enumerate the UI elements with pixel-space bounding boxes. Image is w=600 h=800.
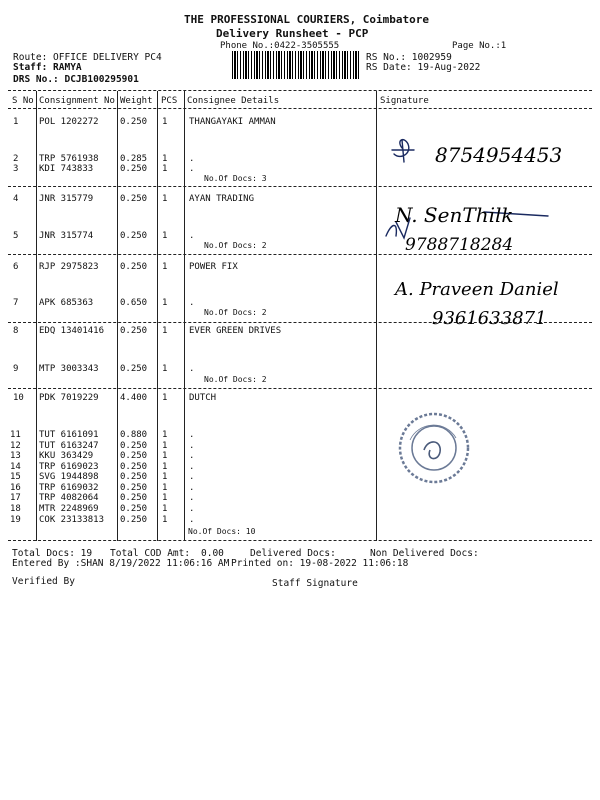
row-weight: 0.880 [120, 430, 148, 440]
bullet: . [189, 451, 195, 461]
col-weight: Weight [120, 96, 153, 106]
consignee-name: DUTCH [189, 393, 217, 403]
bullet: . [189, 154, 195, 164]
total-cod-value: 0.00 [201, 548, 224, 559]
row-sno: 12 [10, 441, 21, 451]
docs-count: No.Of Docs: 2 [204, 241, 267, 250]
bullet: . [189, 164, 195, 174]
row-pcs: 1 [162, 504, 168, 514]
row-consignment: JNR 315774 [39, 231, 94, 241]
row-weight: 0.250 [120, 493, 148, 503]
col-sno: S No [12, 96, 34, 106]
consignee-name: EVER GREEN DRIVES [189, 326, 282, 336]
row-weight: 0.250 [120, 231, 148, 241]
signature-phone-2: 9788718284 [405, 235, 514, 255]
row-consignment: APK 685363 [39, 298, 94, 308]
col-consignment: Consignment No [39, 96, 115, 106]
row-sno: 1 [13, 117, 19, 127]
row-weight: 0.250 [120, 504, 148, 514]
row-consignment: RJP 2975823 [39, 262, 99, 272]
bullet: . [189, 231, 195, 241]
consignee-name: POWER FIX [189, 262, 238, 272]
row-pcs: 1 [162, 164, 168, 174]
table-row [0, 504, 600, 514]
document-title: Delivery Runsheet - PCP [216, 27, 369, 40]
row-sno: 6 [13, 262, 19, 272]
bullet: . [189, 298, 195, 308]
row-weight: 0.285 [120, 154, 148, 164]
bullet: . [189, 504, 195, 514]
row-sno: 15 [10, 472, 21, 482]
row-pcs: 1 [162, 441, 168, 451]
row-weight: 0.250 [120, 472, 148, 482]
non-delivered-docs: Non Delivered Docs: [370, 548, 479, 559]
row-weight: 0.250 [120, 515, 148, 525]
company-name: THE PROFESSIONAL COURIERS, Coimbatore [184, 13, 430, 26]
table-row [0, 430, 600, 440]
handwritten-signatures [380, 110, 595, 410]
table-row [0, 472, 600, 482]
row-weight: 0.250 [120, 262, 148, 272]
row-consignment: PDK 7019229 [39, 393, 99, 403]
row-pcs: 1 [162, 472, 168, 482]
row-consignment: POL 1202272 [39, 117, 99, 127]
row-weight: 0.250 [120, 364, 148, 374]
divider [8, 540, 592, 541]
row-consignment: TUT 6163247 [39, 441, 99, 451]
row-pcs: 1 [162, 393, 168, 403]
company-stamp [396, 410, 472, 486]
docs-count: No.Of Docs: 2 [204, 308, 267, 317]
col-pcs: PCS [161, 96, 178, 106]
row-pcs: 1 [162, 117, 168, 127]
bullet: . [189, 430, 195, 440]
row-consignment: JNR 315779 [39, 194, 94, 204]
row-sno: 4 [13, 194, 19, 204]
table-row [0, 451, 600, 461]
drs-number: DRS No.: DCJB100295901 [13, 74, 139, 85]
row-weight: 0.250 [120, 451, 148, 461]
row-pcs: 1 [162, 364, 168, 374]
row-pcs: 1 [162, 493, 168, 503]
col-signature: Signature [380, 96, 429, 106]
row-weight: 4.400 [120, 393, 148, 403]
row-weight: 0.250 [120, 441, 148, 451]
row-pcs: 1 [162, 483, 168, 493]
row-weight: 0.250 [120, 483, 148, 493]
row-sno: 11 [10, 430, 21, 440]
row-consignment: TRP 4082064 [39, 493, 99, 503]
row-pcs: 1 [162, 326, 168, 336]
table-row [0, 493, 600, 503]
consignee-name: AYAN TRADING [189, 194, 255, 204]
row-consignment: MTP 3003343 [39, 364, 99, 374]
row-weight: 0.250 [120, 326, 148, 336]
row-pcs: 1 [162, 430, 168, 440]
signature-name-2: N. SenThilk [395, 203, 514, 227]
divider [8, 108, 592, 109]
bullet: . [189, 483, 195, 493]
row-consignment: COK 23133813 [39, 515, 105, 525]
docs-count: No.Of Docs: 2 [204, 375, 267, 384]
bullet: . [189, 515, 195, 525]
table-row [0, 441, 600, 451]
row-consignment: TRP 6169032 [39, 483, 99, 493]
row-sno: 10 [13, 393, 24, 403]
route: Route: OFFICE DELIVERY PC4 [13, 52, 162, 63]
row-pcs: 1 [162, 451, 168, 461]
row-sno: 13 [10, 451, 21, 461]
row-sno: 17 [10, 493, 21, 503]
docs-count: No.Of Docs: 10 [188, 527, 256, 536]
rs-number: RS No.: 1002959 [366, 52, 452, 63]
row-weight: 0.250 [120, 194, 148, 204]
bullet: . [189, 462, 195, 472]
row-weight: 0.250 [120, 164, 148, 174]
total-cod-label: Total COD Amt: [110, 548, 191, 559]
table-row [0, 483, 600, 493]
row-consignment: MTR 2248969 [39, 504, 99, 514]
table-row [0, 515, 600, 525]
row-pcs: 1 [162, 515, 168, 525]
entered-by: Entered By :SHAN 8/19/2022 11:06:16 AM [12, 558, 230, 569]
row-weight: 0.650 [120, 298, 148, 308]
row-sno: 16 [10, 483, 21, 493]
row-sno: 19 [10, 515, 21, 525]
row-weight: 0.250 [120, 462, 148, 472]
total-docs: Total Docs: 19 [12, 548, 93, 559]
bullet: . [189, 441, 195, 451]
bullet: . [189, 364, 195, 374]
phone-number: Phone No.:0422-3505555 [220, 41, 340, 51]
row-sno: 3 [13, 164, 19, 174]
row-pcs: 1 [162, 231, 168, 241]
row-sno: 5 [13, 231, 19, 241]
row-sno: 9 [13, 364, 19, 374]
row-consignment: TRP 6169023 [39, 462, 99, 472]
row-consignment: KKU 363429 [39, 451, 94, 461]
docs-count: No.Of Docs: 3 [204, 174, 267, 183]
row-sno: 2 [13, 154, 19, 164]
table-row [0, 462, 600, 472]
row-pcs: 1 [162, 194, 168, 204]
staff-signature: Staff Signature [272, 578, 358, 589]
col-consignee: Consignee Details [187, 96, 280, 106]
signature-scribble [392, 140, 414, 162]
row-pcs: 1 [162, 298, 168, 308]
rs-date: RS Date: 19-Aug-2022 [366, 62, 481, 73]
row-sno: 18 [10, 504, 21, 514]
barcode [232, 51, 360, 79]
row-sno: 7 [13, 298, 19, 308]
row-pcs: 1 [162, 262, 168, 272]
row-weight: 0.250 [120, 117, 148, 127]
row-consignment: SVG 1944898 [39, 472, 99, 482]
staff: Staff: RAMYA [13, 62, 82, 73]
row-pcs: 1 [162, 154, 168, 164]
bullet: . [189, 493, 195, 503]
verified-by: Verified By [12, 576, 75, 587]
signature-phone-1: 8754954453 [435, 143, 563, 167]
row-consignment: EDQ 13401416 [39, 326, 105, 336]
row-consignment: TRP 5761938 [39, 154, 99, 164]
divider [8, 90, 592, 91]
row-consignment: TUT 6161091 [39, 430, 99, 440]
consignee-name: THANGAYAKI AMMAN [189, 117, 276, 127]
row-sno: 8 [13, 326, 19, 336]
printed-on: Printed on: 19-08-2022 11:06:18 [231, 558, 409, 569]
row-sno: 14 [10, 462, 21, 472]
delivered-docs: Delivered Docs: [250, 548, 336, 559]
signature-phone-3: 9361633871 [432, 308, 547, 329]
row-pcs: 1 [162, 462, 168, 472]
signature-name-3: A. Praveen Daniel [395, 279, 559, 300]
bullet: . [189, 472, 195, 482]
page-number: Page No.:1 [452, 41, 507, 51]
row-consignment: KDI 743833 [39, 164, 94, 174]
